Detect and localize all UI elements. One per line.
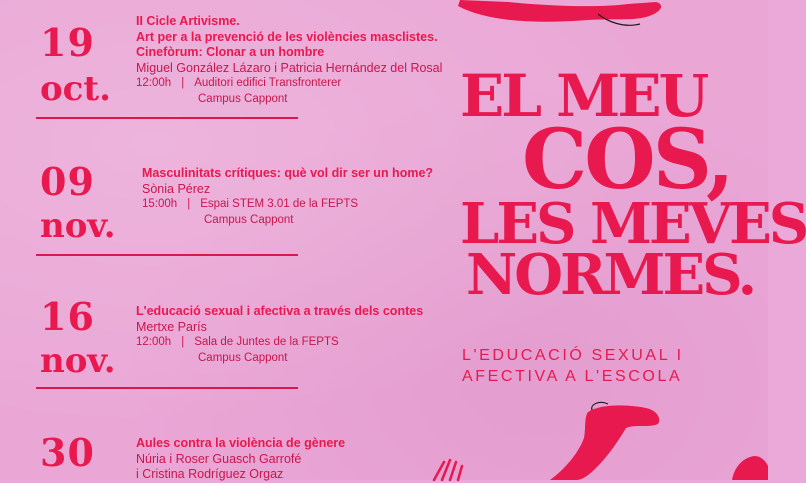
event-3-time: 12:00h <box>136 336 172 348</box>
headline-line-1: EL MEU <box>460 62 707 130</box>
hand-figure-icon <box>430 450 470 480</box>
event-1-title-line-1: II Cicle Artivisme. <box>136 14 240 28</box>
headline-line-3: LES MEVES <box>460 190 806 257</box>
event-1-title-line-3: Cinefòrum: Clonar a un hombre <box>136 45 325 59</box>
event-3-date <box>40 294 116 381</box>
event-2-title: Masculinitats crítiques: què vol dir ser un home? <box>142 166 434 180</box>
event-1-day: 19 <box>40 20 95 65</box>
poster-subtitle <box>462 345 684 387</box>
event-3-day: 16 <box>40 294 95 339</box>
event-1-speaker: Miguel González Lázaro i Patricia Hernández del Rosal <box>136 60 443 75</box>
event-2-location: Espai STEM 3.01 de la FEPTS <box>200 198 359 210</box>
shoulder-figure-icon <box>720 452 768 480</box>
headline-line-2: COS, <box>522 112 732 209</box>
event-1-location: Auditori edifici Transfronterer <box>194 77 342 89</box>
poster-headline <box>460 62 806 309</box>
separator: | <box>187 198 191 210</box>
event-2-time: 15:00h <box>142 198 178 210</box>
event-2-campus: Campus Cappont <box>204 213 294 226</box>
event-4-title: Aules contra la violència de gènere <box>136 436 346 450</box>
swimmer-figure-bottom-icon <box>530 398 670 480</box>
separator: | <box>181 336 185 348</box>
separator: | <box>181 77 185 89</box>
event-1-date <box>40 20 111 109</box>
event-2-day: 09 <box>40 159 95 204</box>
event-3-divider <box>36 387 298 389</box>
event-1-title-line-2: Art per a la prevenció de les violències masclistes. <box>136 29 438 44</box>
event-3-speaker: Mertxe París <box>136 319 207 334</box>
event-1-campus: Campus Cappont <box>198 92 288 105</box>
event-2-divider <box>36 254 298 256</box>
event-2-speaker: Sònia Pérez <box>142 181 211 196</box>
headline-line-4: NORMES. <box>466 242 755 309</box>
event-4-speaker-line-1: Núria i Roser Guasch Garrofé <box>136 451 302 466</box>
event-2-month: nov. <box>40 206 116 246</box>
event-3-location: Sala de Juntes de la FEPTS <box>194 336 339 348</box>
event-4-date <box>40 430 95 475</box>
event-1-time: 12:00h <box>136 77 172 89</box>
event-1-month: oct. <box>40 69 111 109</box>
event-3-month: nov. <box>40 341 116 381</box>
event-4-speaker-line-2: i Cristina Rodríguez Orgaz <box>136 467 284 481</box>
event-1-divider <box>36 117 298 119</box>
event-3-title: L'educació sexual i afectiva a través dels contes <box>136 304 424 318</box>
event-3-campus: Campus Cappont <box>198 351 288 364</box>
event-2-date <box>40 159 116 246</box>
subtitle-line-1: L'EDUCACIÓ SEXUAL I <box>462 347 684 364</box>
subtitle-line-2: AFECTIVA A L'ESCOLA <box>462 368 683 385</box>
event-4-day: 30 <box>40 430 95 475</box>
swimmer-figure-top-icon <box>448 0 668 34</box>
